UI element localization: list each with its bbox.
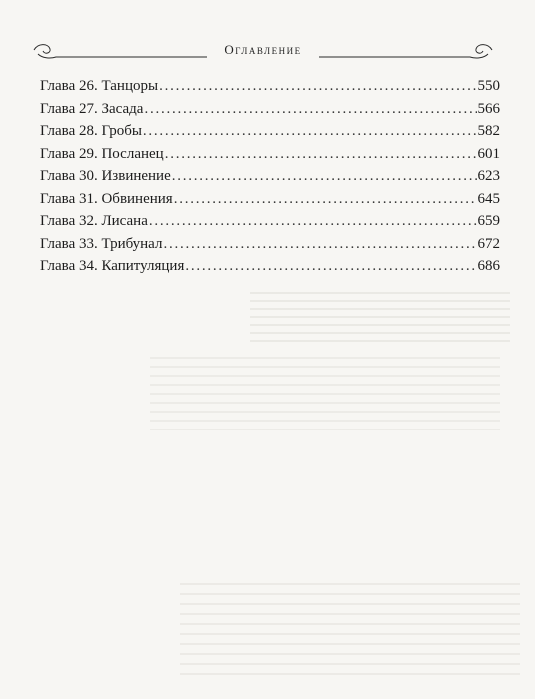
toc-entry-title: Глава 31. Обвинения: [40, 190, 173, 207]
bleed-through-text: [180, 575, 520, 675]
toc-entry-title: Глава 29. Посланец: [40, 145, 164, 162]
dot-leader: [163, 233, 476, 255]
dot-leader: [144, 98, 476, 120]
toc-entry-page: 623: [477, 168, 500, 184]
table-of-contents: [40, 75, 500, 278]
toc-entry-title: Глава 27. Засада: [40, 100, 144, 117]
toc-entry-title: Глава 32. Лисана: [40, 213, 148, 229]
toc-entry-page: 566: [477, 100, 500, 117]
toc-entry-title: Глава 26. Танцоры: [40, 78, 159, 94]
toc-entry: [40, 188, 500, 211]
contents-header: [32, 40, 494, 68]
toc-entry-page: 659: [477, 213, 500, 229]
toc-entry: [40, 75, 500, 98]
dot-leader: [159, 75, 476, 97]
toc-entry-page: 601: [477, 145, 500, 162]
dot-leader: [172, 165, 477, 187]
toc-entry: [40, 143, 500, 166]
toc-entry: [40, 255, 500, 278]
page-title: Оглавление: [224, 42, 302, 57]
bleed-through-text: [150, 350, 500, 430]
toc-entry-page: 672: [477, 235, 500, 252]
toc-entry: [40, 98, 500, 121]
toc-entry-page: 686: [477, 258, 500, 274]
toc-entry-title: Глава 34. Капитуляция: [40, 258, 185, 274]
toc-entry: [40, 233, 500, 256]
toc-entry: [40, 210, 500, 233]
toc-entry-title: Глава 33. Трибунал: [40, 235, 163, 252]
toc-entry: [40, 165, 500, 188]
toc-entry-page: 582: [477, 123, 500, 139]
toc-entry-title: Глава 30. Извинение: [40, 168, 171, 184]
dot-leader: [185, 255, 476, 277]
toc-entry-title: Глава 28. Гробы: [40, 123, 142, 139]
dot-leader: [174, 188, 477, 210]
toc-entry: [40, 120, 500, 143]
dot-leader: [165, 143, 477, 165]
dot-leader: [149, 210, 477, 232]
toc-entry-page: 645: [477, 190, 500, 207]
dot-leader: [143, 120, 477, 142]
bleed-through-text: [250, 286, 510, 346]
toc-entry-page: 550: [477, 78, 500, 94]
